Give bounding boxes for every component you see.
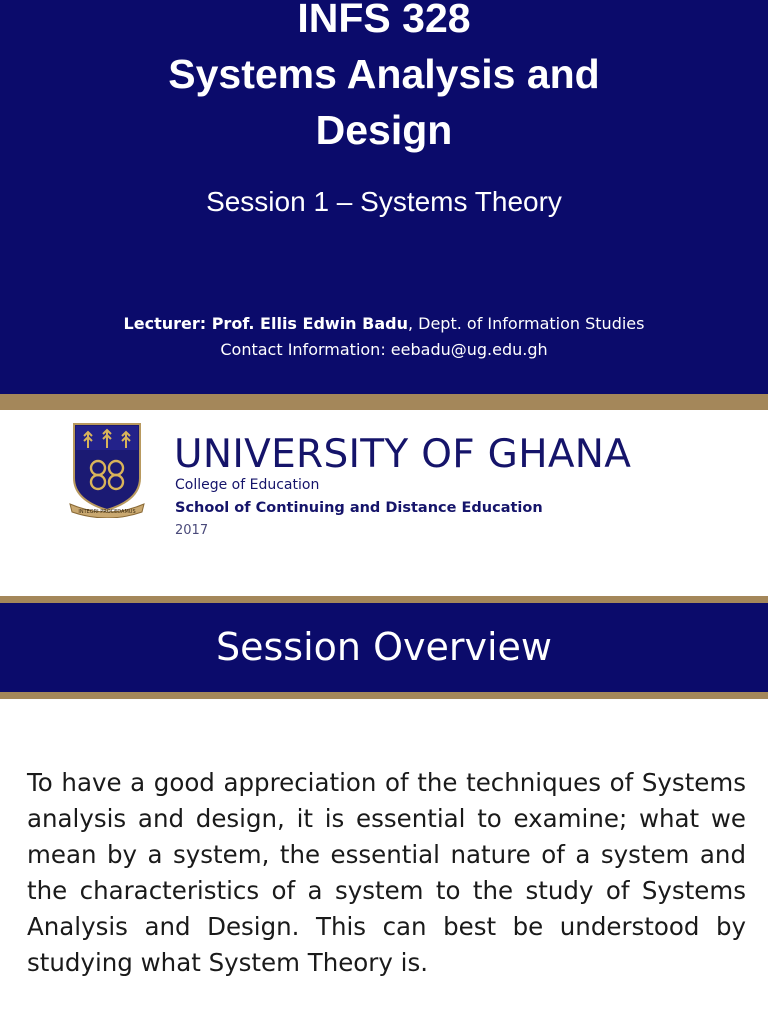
institution-banner: [0, 410, 768, 598]
course-code: INFS 328: [297, 0, 471, 41]
gold-divider-bottom: [0, 692, 768, 699]
session-subtitle: Session 1 – Systems Theory: [206, 186, 562, 217]
overview-header: [0, 603, 768, 692]
title-slide-header: [0, 0, 768, 394]
college-name: College of Education: [175, 477, 320, 493]
course-title-line2: Design: [315, 107, 453, 153]
university-name: UNIVERSITY OF GHANA: [174, 432, 632, 477]
school-name: School of Continuing and Distance Education: [175, 500, 543, 516]
contact-info: Contact Information: eebadu@ug.edu.gh: [220, 340, 548, 359]
lecturer-department: , Dept. of Information Studies: [407, 314, 645, 333]
year-label: 2017: [175, 523, 209, 538]
crest-motto: INTEGRI PROCEDAMUS: [78, 509, 136, 515]
gold-divider-middle: [0, 596, 768, 603]
gold-divider-top: [0, 394, 768, 410]
course-title: [0, 0, 768, 158]
lecturer-info: [0, 311, 768, 363]
lecturer-name: Lecturer: Prof. Ellis Edwin Badu: [123, 314, 408, 333]
overview-paragraph: To have a good appreciation of the techniques of Systems analysis and design, it is essential to examine; what we mean by a system, the essential nature of a system and the characteristics of a system to the study of Systems Analysis and Design. This can best be understood by studying what System Theory is.: [27, 768, 746, 977]
overview-title: Session Overview: [216, 625, 552, 669]
university-crest-icon: [68, 420, 146, 518]
course-title-line1: Systems Analysis and: [168, 51, 600, 97]
